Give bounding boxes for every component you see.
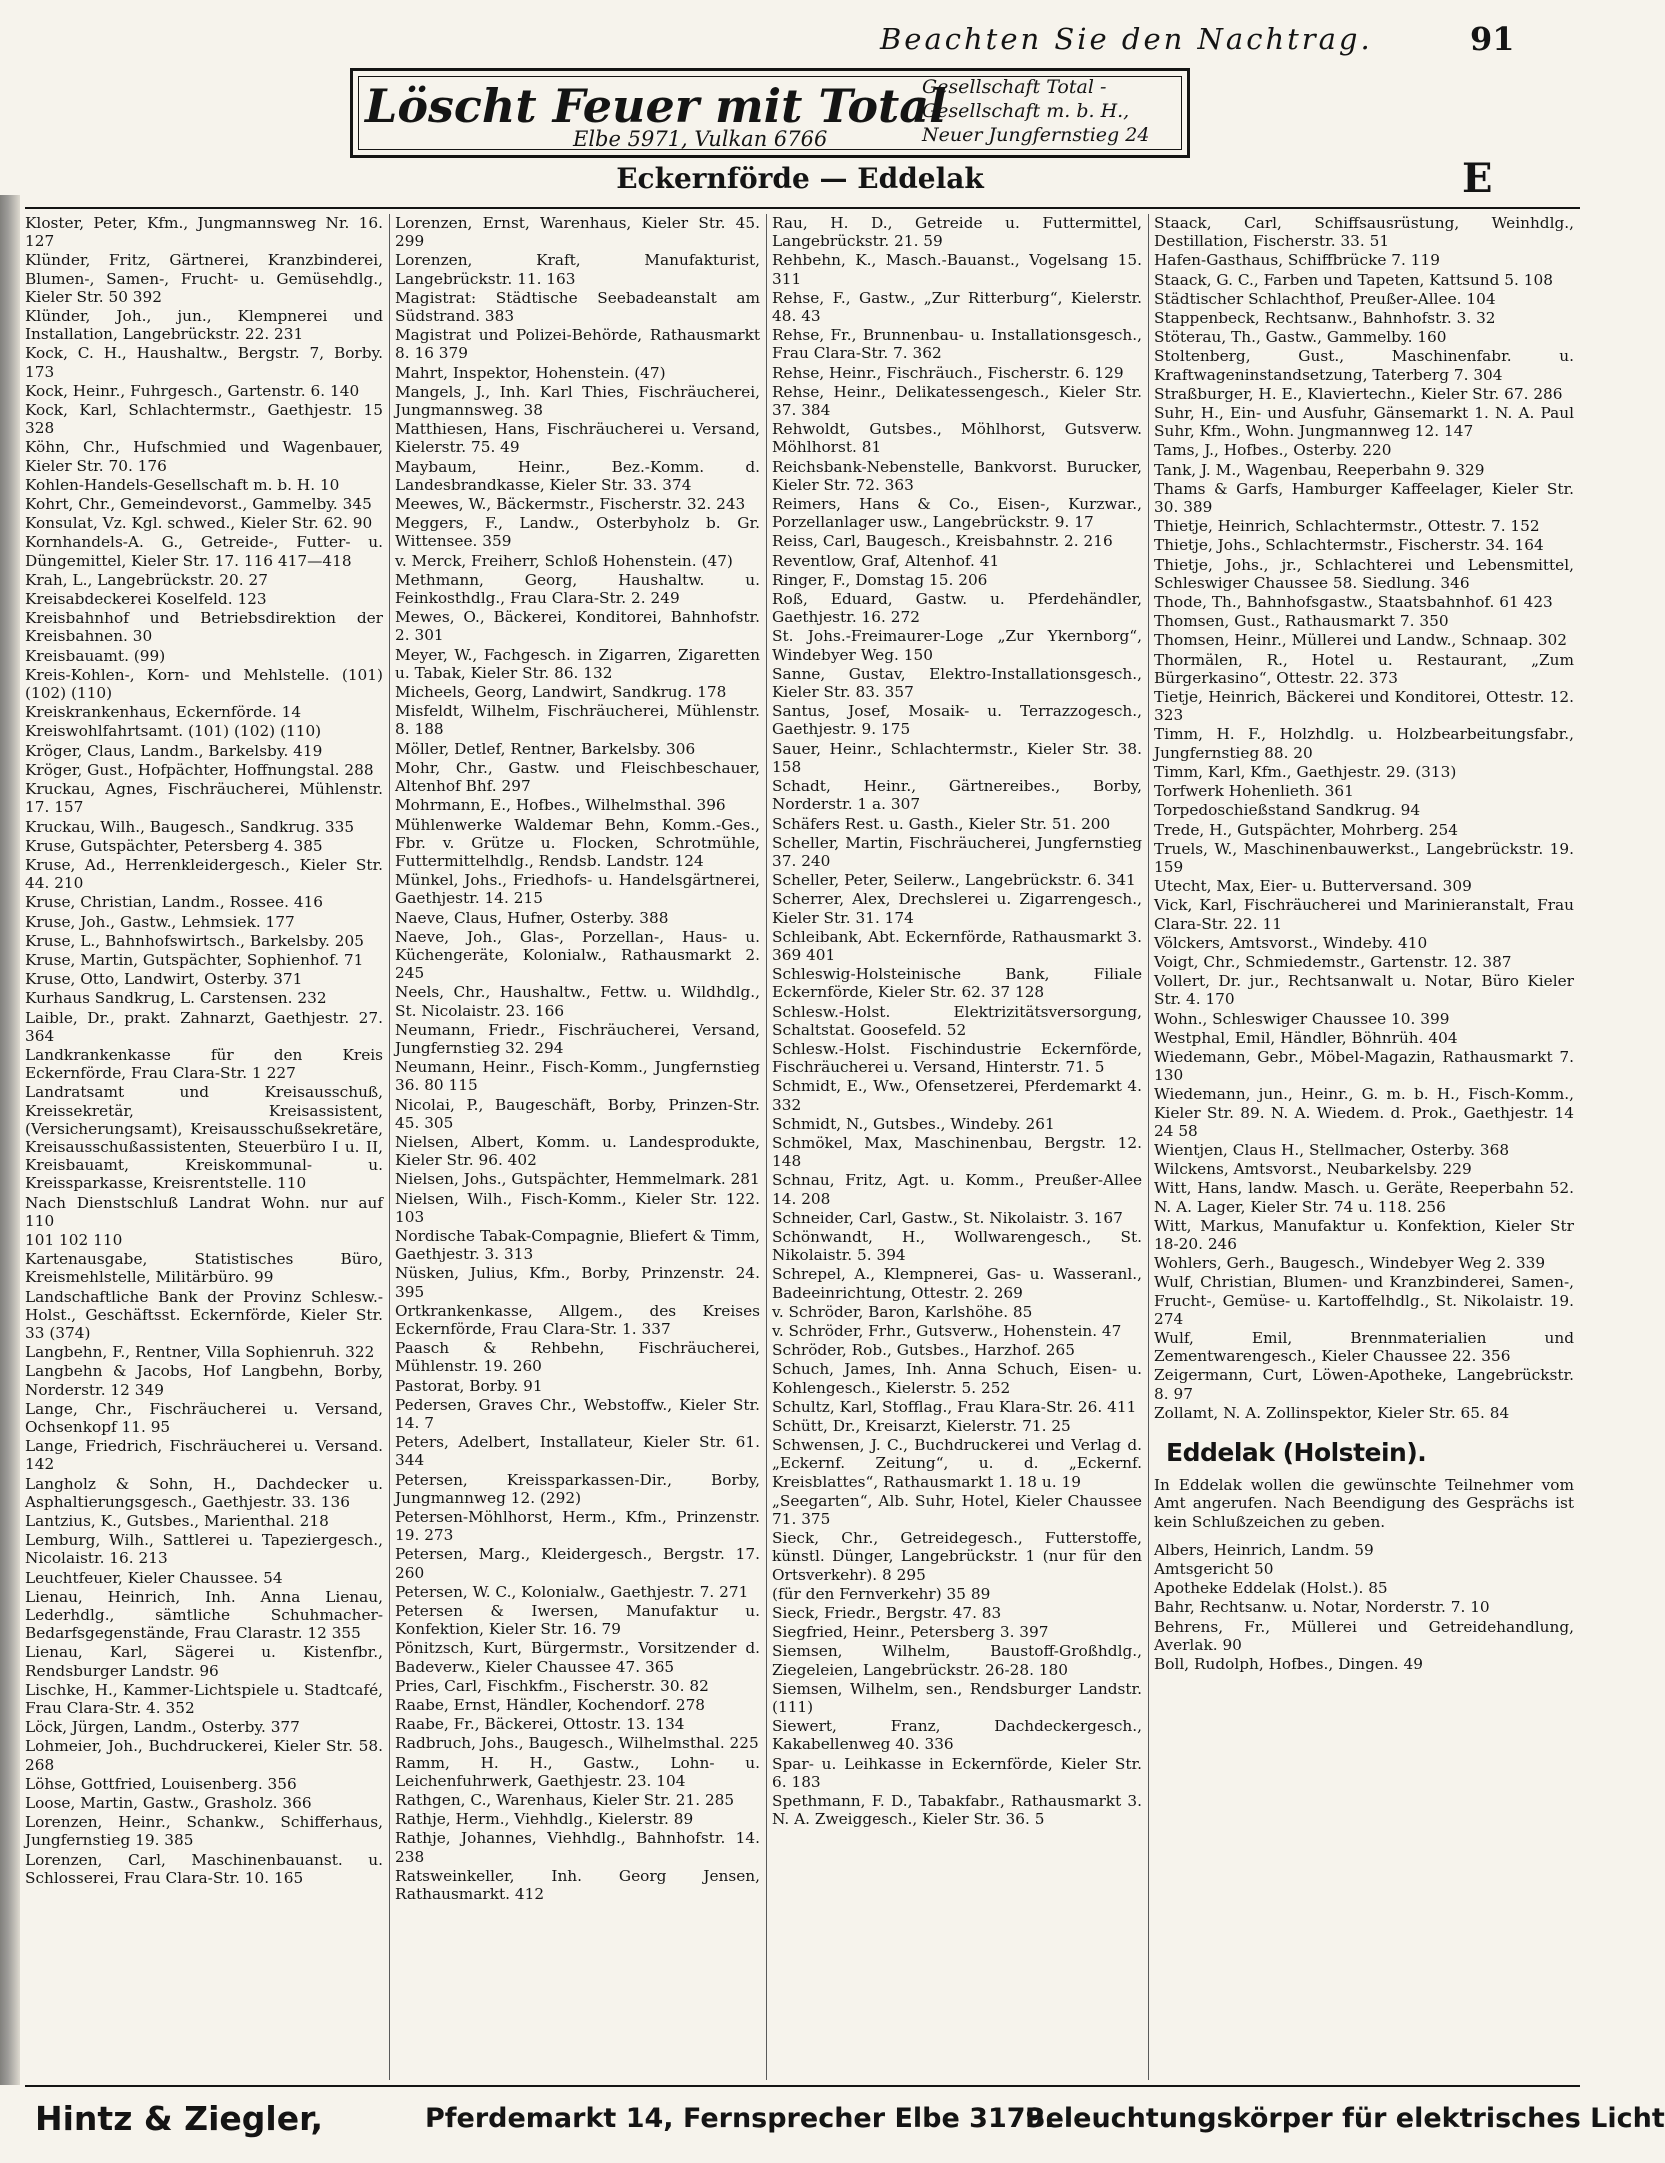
directory-entry: Kruse, Christian, Landm., Rossee. 416 xyxy=(25,893,324,912)
directory-entry: Pries, Carl, Fischkfm., Fischerstr. 30. 82 xyxy=(395,1676,709,1695)
directory-entry: Thietje, Heinrich, Schlachtermstr., Ottestr. 7. 152 xyxy=(1154,517,1540,536)
directory-entry: Reiss, Carl, Baugesch., Kreisbahnstr. 2. 216 xyxy=(772,532,1113,551)
directory-entry: Kreisabdeckerei Koselfeld. 123 xyxy=(25,590,267,609)
directory-entry: St. Johs.-Freimaurer-Loge „Zur Ykernborg“, Windebyer Weg. 150 xyxy=(772,627,1142,664)
directory-entry: Sieck, Chr., Getreidegesch., Futterstoffe, künstl. Dünger, Langebrückstr. 1 (nur für den Ortsverkehr). 8 295 xyxy=(772,1529,1142,1584)
directory-entry: Meggers, F., Landw., Osterbyholz b. Gr. Wittensee. 359 xyxy=(395,514,760,551)
directory-entry: Schlesw.-Holst. Fischindustrie Eckernförde, Fischräucherei u. Versand, Hinterstr. 71. 5 xyxy=(772,1039,1142,1077)
directory-entry: Lienau, Karl, Sägerei u. Kistenfbr., Rendsburger Landstr. 96 xyxy=(25,1643,383,1680)
directory-entry: Rathje, Johannes, Viehhdlg., Bahnhofstr. 14. 238 xyxy=(395,1829,760,1866)
directory-entry: Lange, Friedrich, Fischräucherei u. Versand. 142 xyxy=(25,1437,383,1474)
directory-entry: Reichsbank-Nebenstelle, Bankvorst. Burucker, Kieler Str. 72. 363 xyxy=(772,457,1142,494)
directory-entry: Kreis-Kohlen-, Korn- und Mehlstelle. (101) (102) (110) xyxy=(25,665,383,703)
directory-entry: Städtischer Schlachthof, Preußer-Allee. 104 xyxy=(1154,289,1496,308)
directory-entry: v. Schröder, Frhr., Gutsverw., Hohenstein. 47 xyxy=(772,1321,1122,1340)
directory-entry: Nielsen, Johs., Gutspächter, Hemmelmark. 281 xyxy=(395,1170,760,1189)
directory-entry: Lienau, Heinrich, Inh. Anna Lienau, Lederhdlg., sämtliche Schuhmacher-Bedarfsgegenstände, Frau Clarastr. 12 355 xyxy=(25,1587,383,1643)
directory-entry: Ramm, H. H., Gastw., Lohn- u. Leichenfuhrwerk, Gaethjestr. 23. 104 xyxy=(395,1753,760,1790)
directory-entry: „Seegarten“, Alb. Suhr, Hotel, Kieler Chaussee 71. 375 xyxy=(772,1491,1142,1529)
top-rule xyxy=(25,207,1580,209)
page-binding-edge xyxy=(0,195,20,2085)
directory-entry: Siewert, Franz, Dachdeckergesch., Kakabellenweg 40. 336 xyxy=(772,1717,1142,1754)
directory-entry: Krah, L., Langebrückstr. 20. 27 xyxy=(25,570,268,589)
section-title: Eckernförde — Eddelak xyxy=(616,162,984,195)
directory-entry: Neels, Chr., Haushaltw., Fettw. u. Wildhdlg., St. Nicolaistr. 23. 166 xyxy=(395,983,760,1020)
directory-entry: Klünder, Joh., jun., Klempnerei und Installation, Langebrückstr. 22. 231 xyxy=(25,307,383,344)
directory-entry: Nordische Tabak-Compagnie, Bliefert & Timm, Gaethjestr. 3. 313 xyxy=(395,1226,760,1264)
column-4 xyxy=(1154,214,1574,2080)
directory-entry: Meyer, W., Fachgesch. in Zigarren, Zigaretten u. Tabak, Kieler Str. 86. 132 xyxy=(395,645,760,682)
directory-entry: Raabe, Fr., Bäckerei, Ottostr. 13. 134 xyxy=(395,1715,685,1734)
directory-entry: Scheller, Martin, Fischräucherei, Jungfernstieg 37. 240 xyxy=(772,833,1142,870)
directory-entry: Siemsen, Wilhelm, Baustoff-Großhdlg., Ziegeleien, Langebrückstr. 26-28. 180 xyxy=(772,1642,1142,1679)
directory-entry: Vollert, Dr. jur., Rechtsanwalt u. Notar, Büro Kieler Str. 4. 170 xyxy=(1154,972,1574,1009)
directory-entry: Lorenzen, Kraft, Manufakturist, Langebrückstr. 11. 163 xyxy=(395,251,760,288)
directory-entry: Laible, Dr., prakt. Zahnarzt, Gaethjestr. 27. 364 xyxy=(25,1008,383,1045)
directory-entry: Hafen-Gasthaus, Schiffbrücke 7. 119 xyxy=(1154,251,1440,270)
column-4-entries xyxy=(1154,214,1574,1422)
directory-entry: Kock, C. H., Haushaltw., Bergstr. 7, Borby. 173 xyxy=(25,344,383,381)
directory-entry: Radbruch, Johs., Baugesch., Wilhelmsthal. 225 xyxy=(395,1734,759,1753)
directory-entry: Lischke, H., Kammer-Lichtspiele u. Stadtcafé, Frau Clara-Str. 4. 352 xyxy=(25,1680,383,1718)
directory-entry: Thietje, Johs., jr., Schlachterei und Lebensmittel, Schleswiger Chaussee 58. Siedlung. 346 xyxy=(1154,555,1574,592)
directory-entry: Lohmeier, Joh., Buchdruckerei, Kieler Str. 58. 268 xyxy=(25,1737,383,1774)
directory-entry: Petersen, W. C., Kolonialw., Gaethjestr. 7. 271 xyxy=(395,1582,749,1601)
directory-entry: Witt, Markus, Manufaktur u. Konfektion, Kieler Str 18-20. 246 xyxy=(1154,1216,1574,1253)
directory-entry: Kock, Karl, Schlachtermstr., Gaethjestr. 15 328 xyxy=(25,401,383,438)
directory-entry: Suhr, H., Ein- und Ausfuhr, Gänsemarkt 1. N. A. Paul Suhr, Kfm., Wohn. Jungmannweg 12. 147 xyxy=(1154,404,1574,441)
directory-entry: Meewes, W., Bäckermstr., Fischerstr. 32. 243 xyxy=(395,495,746,514)
directory-entry: Konsulat, Vz. Kgl. schwed., Kieler Str. 62. 90 xyxy=(25,514,373,533)
directory-entry: Misfeldt, Wilhelm, Fischräucherei, Mühlenstr. 8. 188 xyxy=(395,702,760,739)
directory-entry: Kruse, L., Bahnhofswirtsch., Barkelsby. 205 xyxy=(25,931,364,950)
directory-entry: Straßburger, H. E., Klaviertechn., Kieler Str. 67. 286 xyxy=(1154,384,1563,403)
bottom-advertisement xyxy=(25,2093,1665,2151)
directory-entry: Wientjen, Claus H., Stellmacher, Osterby. 368 xyxy=(1154,1140,1510,1159)
directory-entry: Kröger, Claus, Landm., Barkelsby. 419 xyxy=(25,741,323,760)
directory-entry: Santus, Josef, Mosaik- u. Terrazzogesch., Gaethjestr. 9. 175 xyxy=(772,702,1142,739)
directory-entry: Albers, Heinrich, Landm. 59 xyxy=(1154,1540,1374,1559)
directory-entry: Schröder, Rob., Gutsbes., Harzhof. 265 xyxy=(772,1341,1076,1360)
directory-entry: v. Schröder, Baron, Karlshöhe. 85 xyxy=(772,1302,1033,1321)
column-divider xyxy=(766,214,767,2080)
directory-entry: Schäfers Rest. u. Gasth., Kieler Str. 51. 200 xyxy=(772,814,1111,833)
directory-entry: Kruse, Otto, Landwirt, Osterby. 371 xyxy=(25,970,303,989)
directory-entry: Lorenzen, Heinr., Schankw., Schifferhaus, Jungfernstieg 19. 385 xyxy=(25,1813,383,1850)
directory-entry: Lemburg, Wilh., Sattlerei u. Tapeziergesch., Nicolaistr. 16. 213 xyxy=(25,1531,383,1568)
directory-entry: Neumann, Heinr., Fisch-Komm., Jungfernstieg 36. 80 115 xyxy=(395,1058,760,1095)
directory-entry: Kartenausgabe, Statistisches Büro, Kreismehlstelle, Militärbüro. 99 xyxy=(25,1250,383,1287)
directory-entry: Thomsen, Gust., Rathausmarkt 7. 350 xyxy=(1154,612,1449,631)
directory-entry: Neumann, Friedr., Fischräucherei, Versand, Jungfernstieg 32. 294 xyxy=(395,1020,760,1057)
directory-entry: Nach Dienstschluß Landrat Wohn. nur auf 110 xyxy=(25,1193,383,1230)
directory-entry: v. Merck, Freiherr, Schloß Hohenstein. (47) xyxy=(395,551,733,570)
directory-entry: Voigt, Chr., Schmiedemstr., Gartenstr. 12. 387 xyxy=(1154,952,1512,971)
directory-entry: Thietje, Johs., Schlachtermstr., Fischerstr. 34. 164 xyxy=(1154,536,1544,555)
directory-entry: Zollamt, N. A. Zollinspektor, Kieler Str. 65. 84 xyxy=(1154,1403,1510,1422)
directory-entry: Schmidt, E., Ww., Ofensetzerei, Pferdemarkt 4. 332 xyxy=(772,1077,1142,1114)
directory-entry: Schönwandt, H., Wollwarengesch., St. Nikolaistr. 5. 394 xyxy=(772,1227,1142,1265)
section-letter: E xyxy=(1462,155,1493,202)
directory-entry: Klünder, Fritz, Gärtnerei, Kranzbinderei, Blumen-, Samen-, Frucht- u. Gemüsehdlg., Kieler Str. 50 392 xyxy=(25,251,383,306)
directory-entry: Kruckau, Wilh., Baugesch., Sandkrug. 335 xyxy=(25,817,355,836)
directory-entry: Zeigermann, Curt, Löwen-Apotheke, Langebrückstr. 8. 97 xyxy=(1154,1366,1574,1403)
directory-entry: Trede, H., Gutspächter, Mohrberg. 254 xyxy=(1154,820,1458,839)
directory-entry: Maybaum, Heinr., Bez.-Komm. d. Landesbrandkasse, Kieler Str. 33. 374 xyxy=(395,457,760,494)
bottom-ad-address: Pferdemarkt 14, Fernsprecher Elbe 3179. xyxy=(425,2103,1055,2134)
directory-entry: Truels, W., Maschinenbauwerkst., Langebrückstr. 19. 159 xyxy=(1154,839,1574,876)
directory-entry: Sauer, Heinr., Schlachtermstr., Kieler Str. 38. 158 xyxy=(772,739,1142,776)
directory-entry: Mohr, Chr., Gastw. und Fleischbeschauer, Altenhof Bhf. 297 xyxy=(395,758,760,796)
directory-entry: Peters, Adelbert, Installateur, Kieler Str. 61. 344 xyxy=(395,1433,760,1470)
directory-entry: Thams & Garfs, Hamburger Kaffeelager, Kieler Str. 30. 389 xyxy=(1154,479,1574,517)
directory-entry: Ringer, F., Domstag 15. 206 xyxy=(772,570,988,589)
directory-entry: Kreiskrankenhaus, Eckernförde. 14 xyxy=(25,703,302,722)
directory-entry: Boll, Rudolph, Hofbes., Dingen. 49 xyxy=(1154,1655,1423,1674)
directory-entry: Spethmann, F. D., Tabakfabr., Rathausmarkt 3. N. A. Zweiggesch., Kieler Str. 36. 5 xyxy=(772,1792,1142,1829)
directory-entry: Tietje, Heinrich, Bäckerei und Konditorei, Ottestr. 12. 323 xyxy=(1154,688,1574,725)
directory-entry: Torfwerk Hohenlieth. 361 xyxy=(1154,782,1354,801)
directory-entry: Kruse, Gutspächter, Petersberg 4. 385 xyxy=(25,836,323,855)
directory-entry: Landratsamt und Kreisausschuß, Kreissekretär, Kreisassistent, (Versicherungsamt), Kreisausschußsekretäre, Kreisausschußassistenten, Steuerbüro I u. II, Kreisbauamt, Kreiskommunal- u. Kreissparkasse, Kreisrentstelle. 110 xyxy=(25,1083,383,1193)
directory-entry: Timm, H. F., Holzhdlg. u. Holzbearbeitungsfabr., Jungfernstieg 88. 20 xyxy=(1154,725,1574,762)
directory-entry: Mohrmann, E., Hofbes., Wilhelmsthal. 396 xyxy=(395,796,726,815)
directory-entry: Kohrt, Chr., Gemeindevorst., Gammelby. 345 xyxy=(25,495,372,514)
directory-entry: Nicolai, P., Baugeschäft, Borby, Prinzen-Str. 45. 305 xyxy=(395,1095,760,1132)
directory-entry: Rehse, Heinr., Delikatessengesch., Kieler Str. 37. 384 xyxy=(772,382,1142,420)
directory-entry: Wulf, Emil, Brennmaterialien und Zementwarengesch., Kieler Chaussee 22. 356 xyxy=(1154,1328,1574,1366)
directory-entry: Langbehn & Jacobs, Hof Langbehn, Borby, Norderstr. 12 349 xyxy=(25,1362,383,1399)
directory-entry: Vick, Karl, Fischräucherei und Marinieranstalt, Frau Clara-Str. 22. 11 xyxy=(1154,896,1574,933)
directory-entry: Westphal, Emil, Händler, Böhnrüh. 404 xyxy=(1154,1028,1458,1047)
directory-entry: Thormälen, R., Hotel u. Restaurant, „Zum Bürgerkasino“, Ottestr. 22. 373 xyxy=(1154,650,1574,687)
eddelak-note: In Eddelak wollen die gewünschte Teilnehmer vom Amt angerufen. Nach Beendigung des Gesprächs ist kein Schlußzeichen zu geben. xyxy=(1154,1476,1574,1531)
directory-entry: Schütt, Dr., Kreisarzt, Kielerstr. 71. 25 xyxy=(772,1417,1071,1435)
directory-entry: Behrens, Fr., Müllerei und Getreidehandlung, Averlak. 90 xyxy=(1154,1617,1574,1654)
directory-entry: Naeve, Claus, Hufner, Osterby. 388 xyxy=(395,908,669,927)
directory-entry: Mühlenwerke Waldemar Behn, Komm.-Ges., Fbr. v. Grütze u. Flocken, Schrotmühle, Futtermittelhdlg., Rendsb. Landstr. 124 xyxy=(395,815,760,870)
directory-entry: Torpedoschießstand Sandkrug. 94 xyxy=(1154,801,1421,820)
directory-entry: Landkrankenkasse für den Kreis Eckernförde, Frau Clara-Str. 1 227 xyxy=(25,1045,383,1083)
directory-entry: Lorenzen, Ernst, Warenhaus, Kieler Str. 45. 299 xyxy=(395,214,760,251)
directory-entry: Kornhandels-A. G., Getreide-, Futter- u. Düngemittel, Kieler Str. 17. 116 417—418 xyxy=(25,533,383,570)
directory-entry: Nielsen, Wilh., Fisch-Komm., Kieler Str. 122. 103 xyxy=(395,1189,760,1226)
directory-entry: Kock, Heinr., Fuhrgesch., Gartenstr. 6. 140 xyxy=(25,381,360,400)
eddelak-title: Eddelak (Holstein). xyxy=(1166,1438,1427,1467)
page-number: 91 xyxy=(1470,20,1515,58)
running-head: Beachten Sie den Nachtrag. xyxy=(880,22,1373,56)
column-divider xyxy=(1148,214,1149,2080)
directory-entry: Micheels, Georg, Landwirt, Sandkrug. 178 xyxy=(395,683,727,702)
directory-entry: Schneider, Carl, Gastw., St. Nikolaistr. 3. 167 xyxy=(772,1208,1123,1227)
directory-entry: Witt, Hans, landw. Masch. u. Geräte, Reeperbahn 52. N. A. Lager, Kieler Str. 74 u. 118. 256 xyxy=(1154,1179,1574,1216)
directory-entry: Kreisbauamt. (99) xyxy=(25,646,166,665)
directory-entry: Landschaftliche Bank der Provinz Schlesw.-Holst., Geschäftsst. Eckernförde, Kieler Str. 33 (374) xyxy=(25,1287,383,1342)
directory-entry: Schadt, Heinr., Gärtnereibes., Borby, Norderstr. 1 a. 307 xyxy=(772,777,1142,814)
directory-entry: Petersen, Kreissparkassen-Dir., Borby, Jungmannweg 12. (292) xyxy=(395,1470,760,1507)
directory-entry: Rehse, F., Gastw., „Zur Ritterburg“, Kielerstr. 48. 43 xyxy=(772,288,1142,326)
directory-entry: Mangels, J., Inh. Karl Thies, Fischräucherei, Jungmannsweg. 38 xyxy=(395,382,760,420)
bottom-ad-firm: Hintz & Ziegler, xyxy=(35,2099,324,2138)
directory-entry: Leuchtfeuer, Kieler Chaussee. 54 xyxy=(25,1568,283,1587)
directory-entry: 101 102 110 xyxy=(25,1230,123,1249)
column-2 xyxy=(395,214,760,2080)
directory-entry: Stöterau, Th., Gastw., Gammelby. 160 xyxy=(1154,328,1447,347)
directory-entry: Pastorat, Borby. 91 xyxy=(395,1376,543,1395)
directory-entry: Wiedemann, jun., Heinr., G. m. b. H., Fisch-Komm., Kieler Str. 89. N. A. Wiedem. d. Prok., Gaethjestr. 14 24 58 xyxy=(1154,1085,1574,1140)
directory-entry: Petersen & Iwersen, Manufaktur u. Konfektion, Kieler Str. 16. 79 xyxy=(395,1602,760,1639)
directory-entry: Kruse, Ad., Herrenkleidergesch., Kieler Str. 44. 210 xyxy=(25,855,383,893)
directory-entry: Kloster, Peter, Kfm., Jungmannsweg Nr. 16. 127 xyxy=(25,214,383,251)
top-advertisement xyxy=(350,68,1190,158)
directory-entry: Schwensen, J. C., Buchdruckerei und Verlag d. „Eckernf. Zeitung“, u. d. „Eckernf. Kreisblattes“, Rathausmarkt 1. 18 u. 19 xyxy=(772,1436,1142,1491)
column-3 xyxy=(772,214,1142,2080)
bottom-ad-products: Beleuchtungskörper für elektrisches Licht xyxy=(1025,2103,1665,2134)
ad-slogan: Löscht Feuer mit Total xyxy=(365,79,947,133)
directory-entry: Rau, H. D., Getreide u. Futtermittel, Langebrückstr. 21. 59 xyxy=(772,214,1142,251)
directory-entry: Wohn., Schleswiger Chaussee 10. 399 xyxy=(1154,1009,1450,1028)
directory-entry: Spar- u. Leihkasse in Eckernförde, Kieler Str. 6. 183 xyxy=(772,1754,1142,1791)
directory-entry: Mewes, O., Bäckerei, Konditorei, Bahnhofstr. 2. 301 xyxy=(395,608,760,645)
directory-entry: Schlesw.-Holst. Elektrizitätsversorgung, Schaltstat. Goosefeld. 52 xyxy=(772,1002,1142,1039)
directory-entry: Lange, Chr., Fischräucherei u. Versand, Ochsenkopf 11. 95 xyxy=(25,1399,383,1436)
directory-entry: Pönitzsch, Kurt, Bürgermstr., Vorsitzender d. Badeverw., Kieler Chaussee 47. 365 xyxy=(395,1639,760,1676)
directory-entry: Rehbehn, K., Masch.-Bauanst., Vogelsang 15. 311 xyxy=(772,251,1142,288)
directory-entry: Paasch & Rehbehn, Fischräucherei, Mühlenstr. 19. 260 xyxy=(395,1339,760,1376)
directory-entry: Timm, Karl, Kfm., Gaethjestr. 29. (313) xyxy=(1154,762,1457,781)
directory-entry: Rathgen, C., Warenhaus, Kieler Str. 21. 285 xyxy=(395,1791,735,1810)
directory-entry: Kreiswohlfahrtsamt. (101) (102) (110) xyxy=(25,722,322,741)
directory-entry: Schleswig-Holsteinische Bank, Filiale Eckernförde, Kieler Str. 62. 37 128 xyxy=(772,965,1142,1002)
directory-entry: Möller, Detlef, Rentner, Barkelsby. 306 xyxy=(395,739,696,758)
directory-entry: Mahrt, Inspektor, Hohenstein. (47) xyxy=(395,363,666,382)
directory-entry: Lorenzen, Carl, Maschinenbauanst. u. Schlosserei, Frau Clara-Str. 10. 165 xyxy=(25,1850,383,1887)
directory-entry: Magistrat: Städtische Seebadeanstalt am Südstrand. 383 xyxy=(395,288,760,326)
directory-entry: Apotheke Eddelak (Holst.). 85 xyxy=(1154,1579,1388,1598)
directory-entry: Matthiesen, Hans, Fischräucherei u. Versand, Kielerstr. 75. 49 xyxy=(395,420,760,457)
directory-entry: Kruckau, Agnes, Fischräucherei, Mühlenstr. 17. 157 xyxy=(25,780,383,817)
ad-firm: Gesellschaft Total - Gesellschaft m. b. H., Neuer Jungfernstieg 24 xyxy=(922,76,1150,146)
directory-entry: Thode, Th., Bahnhofsgastw., Staatsbahnhof. 61 423 xyxy=(1154,593,1553,612)
directory-entry: Scherrer, Alex, Drechslerei u. Zigarrengesch., Kieler Str. 31. 174 xyxy=(772,890,1142,927)
directory-entry: Sieck, Friedr., Bergstr. 47. 83 xyxy=(772,1604,1002,1623)
directory-entry: Kurhaus Sandkrug, L. Carstensen. 232 xyxy=(25,989,327,1008)
directory-entry: Wohlers, Gerh., Baugesch., Windebyer Weg 2. 339 xyxy=(1154,1254,1546,1273)
directory-entry: Münkel, Johs., Friedhofs- u. Handelsgärtnerei, Gaethjestr. 14. 215 xyxy=(395,871,760,908)
directory-entry: Naeve, Joh., Glas-, Porzellan-, Haus- u. Küchengeräte, Kolonialw., Rathausmarkt 2. 245 xyxy=(395,927,760,983)
directory-entry: Siegfried, Heinr., Petersberg 3. 397 xyxy=(772,1623,1049,1642)
directory-entry: Staack, Carl, Schiffsausrüstung, Weinhdlg., Destillation, Fischerstr. 33. 51 xyxy=(1154,214,1574,251)
directory-entry: Stappenbeck, Rechtsanw., Bahnhofstr. 3. 32 xyxy=(1154,309,1496,328)
directory-entry: Utecht, Max, Eier- u. Butterversand. 309 xyxy=(1154,877,1472,896)
bottom-rule xyxy=(25,2085,1580,2087)
directory-entry: Tank, J. M., Wagenbau, Reeperbahn 9. 329 xyxy=(1154,460,1485,479)
directory-entry: Schultz, Karl, Stofflag., Frau Klara-Str. 26. 411 xyxy=(772,1397,1137,1416)
directory-entry: Loose, Martin, Gastw., Grasholz. 366 xyxy=(25,1794,312,1813)
directory-entry: Siemsen, Wilhelm, sen., Rendsburger Landstr. (111) xyxy=(772,1679,1142,1717)
directory-entry: Schrepel, A., Klempnerei, Gas- u. Wasseranl., Badeeinrichtung, Ottestr. 2. 269 xyxy=(772,1265,1142,1302)
column-divider xyxy=(389,214,390,2080)
column-1 xyxy=(25,214,383,2080)
directory-entry: Wiedemann, Gebr., Möbel-Magazin, Rathausmarkt 7. 130 xyxy=(1154,1047,1574,1085)
directory-entry: Rehwoldt, Gutsbes., Möhlhorst, Gutsverw. Möhlhorst. 81 xyxy=(772,420,1142,457)
directory-entry: Wulf, Christian, Blumen- und Kranzbinderei, Samen-, Frucht-, Gemüse- u. Kartoffelhdlg., St. Nikolaistr. 19. 274 xyxy=(1154,1273,1574,1328)
directory-entry: Schmidt, N., Gutsbes., Windeby. 261 xyxy=(772,1114,1055,1133)
directory-entry: Völckers, Amtsvorst., Windeby. 410 xyxy=(1154,933,1428,952)
eddelak-entries xyxy=(1154,1541,1574,1673)
directory-entry: Stoltenberg, Gust., Maschinenfabr. u. Kraftwageninstandsetzung, Taterberg 7. 304 xyxy=(1154,347,1574,384)
directory-entry: (für den Fernverkehr) 35 89 xyxy=(772,1584,991,1603)
directory-entry: Raabe, Ernst, Händler, Kochendorf. 278 xyxy=(395,1696,706,1715)
directory-entry: Staack, G. C., Farben und Tapeten, Kattsund 5. 108 xyxy=(1154,270,1553,289)
directory-entry: Schuch, James, Inh. Anna Schuch, Eisen- u. Kohlengesch., Kielerstr. 5. 252 xyxy=(772,1360,1142,1397)
directory-entry: Reimers, Hans & Co., Eisen-, Kurzwar., Porzellanlager usw., Langebrückstr. 9. 17 xyxy=(772,495,1142,532)
directory-entry: Schleibank, Abt. Eckernförde, Rathausmarkt 3. 369 401 xyxy=(772,927,1142,964)
directory-entry: Rehse, Fr., Brunnenbau- u. Installationsgesch., Frau Clara-Str. 7. 362 xyxy=(772,326,1142,363)
directory-entry: Kruse, Martin, Gutspächter, Sophienhof. 71 xyxy=(25,950,364,969)
directory-entry: Löhse, Gottfried, Louisenberg. 356 xyxy=(25,1774,297,1793)
directory-entry: Rathje, Herm., Viehhdlg., Kielerstr. 89 xyxy=(395,1810,694,1829)
directory-entry: Scheller, Peter, Seilerw., Langebrückstr. 6. 341 xyxy=(772,871,1136,890)
directory-entry: Roß, Eduard, Gastw. u. Pferdehändler, Gaethjestr. 16. 272 xyxy=(772,590,1142,627)
directory-entry: Köhn, Chr., Hufschmied und Wagenbauer, Kieler Str. 70. 176 xyxy=(25,438,383,475)
directory-entry: Petersen-Möhlhorst, Herm., Kfm., Prinzenstr. 19. 273 xyxy=(395,1508,760,1545)
directory-entry: Schnau, Fritz, Agt. u. Komm., Preußer-Allee 14. 208 xyxy=(772,1171,1142,1208)
directory-entry: Kreisbahnhof und Betriebsdirektion der Kreisbahnen. 30 xyxy=(25,609,383,646)
directory-entry: Methmann, Georg, Haushaltw. u. Feinkosthdlg., Frau Clara-Str. 2. 249 xyxy=(395,570,760,608)
directory-entry: Löck, Jürgen, Landm., Osterby. 377 xyxy=(25,1718,300,1737)
ad-phones: Elbe 5971, Vulkan 6766 xyxy=(573,127,828,151)
directory-entry: Bahr, Rechtsanw. u. Notar, Norderstr. 7. 10 xyxy=(1154,1598,1490,1617)
directory-entry: Reventlow, Graf, Altenhof. 41 xyxy=(772,551,1000,570)
directory-entry: Sanne, Gustav, Elektro-Installationsgesch., Kieler Str. 83. 357 xyxy=(772,664,1142,702)
directory-entry: Amtsgericht 50 xyxy=(1154,1560,1274,1579)
directory-entry: Tams, J., Hofbes., Osterby. 220 xyxy=(1154,441,1392,460)
directory-entry: Petersen, Marg., Kleidergesch., Bergstr. 17. 260 xyxy=(395,1545,760,1582)
directory-entry: Thomsen, Heinr., Müllerei und Landw., Schnaap. 302 xyxy=(1154,631,1567,650)
directory-entry: Kröger, Gust., Hofpächter, Hoffnungstal. 288 xyxy=(25,760,374,779)
directory-entry: Schmökel, Max, Maschinenbau, Bergstr. 12. 148 xyxy=(772,1133,1142,1171)
directory-entry: Nüsken, Julius, Kfm., Borby, Prinzenstr. 24. 395 xyxy=(395,1264,760,1301)
directory-entry: Magistrat und Polizei-Behörde, Rathausmarkt 8. 16 379 xyxy=(395,326,760,363)
directory-entry: Nielsen, Albert, Komm. u. Landesprodukte, Kieler Str. 96. 402 xyxy=(395,1132,760,1170)
directory-entry: Langbehn, F., Rentner, Villa Sophienruh. 322 xyxy=(25,1343,375,1362)
directory-entry: Rehse, Heinr., Fischräuch., Fischerstr. 6. 129 xyxy=(772,363,1124,382)
directory-entry: Pedersen, Graves Chr., Webstoffw., Kieler Str. 14. 7 xyxy=(395,1395,760,1432)
directory-entry: Wilckens, Amtsvorst., Neubarkelsby. 229 xyxy=(1154,1160,1472,1179)
directory-entry: Ortkrankenkasse, Allgem., des Kreises Eckernförde, Frau Clara-Str. 1. 337 xyxy=(395,1301,760,1338)
directory-entry: Kohlen-Handels-Gesellschaft m. b. H. 10 xyxy=(25,475,340,494)
directory-entry: Kruse, Joh., Gastw., Lehmsiek. 177 xyxy=(25,912,295,931)
directory-entry: Langholz & Sohn, H., Dachdecker u. Asphaltierungsgesch., Gaethjestr. 33. 136 xyxy=(25,1474,383,1511)
directory-entry: Ratsweinkeller, Inh. Georg Jensen, Rathausmarkt. 412 xyxy=(395,1866,760,1904)
directory-entry: Lantzius, K., Gutsbes., Marienthal. 218 xyxy=(25,1512,329,1531)
